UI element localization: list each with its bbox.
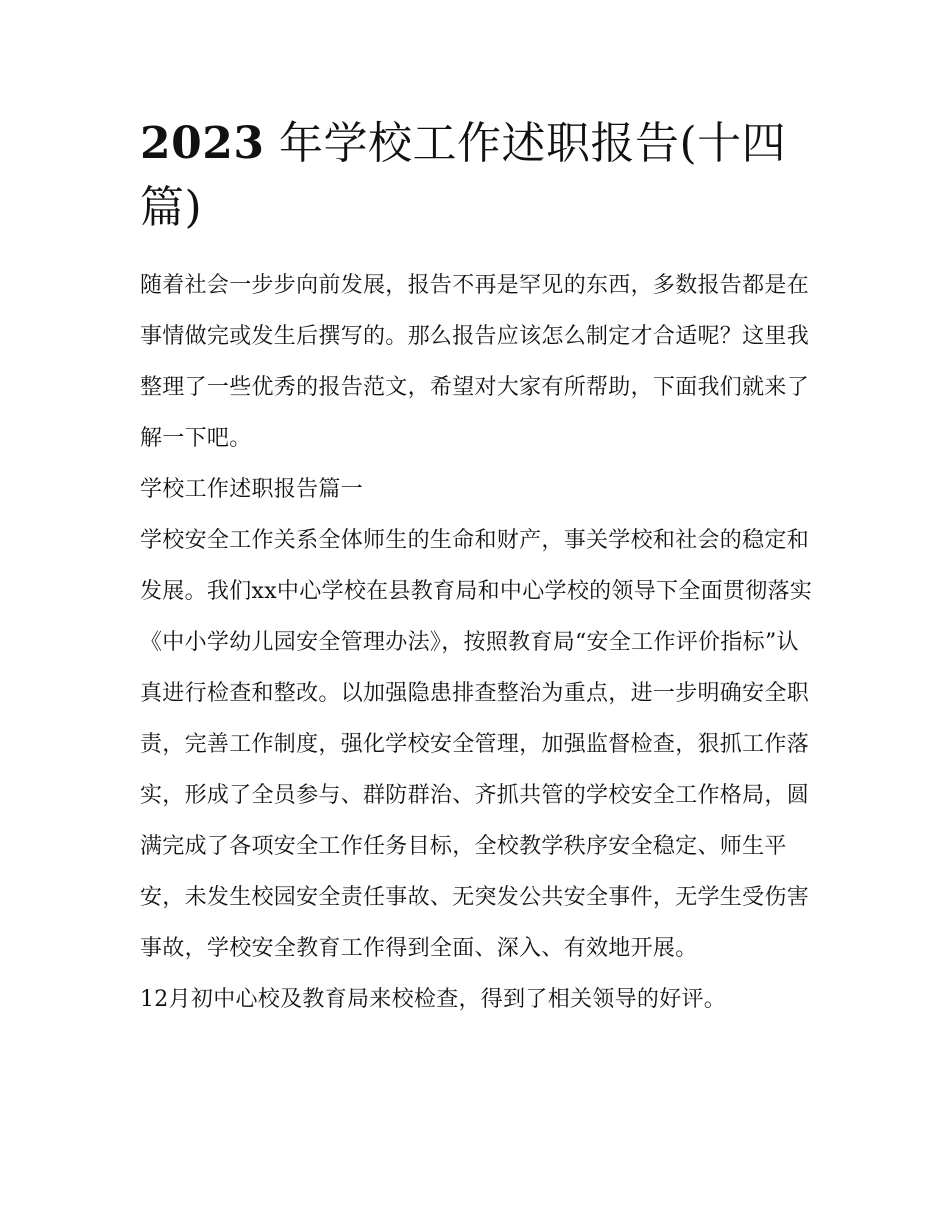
- document-title-year: 2023: [140, 118, 265, 169]
- document-title-text: 年学校工作述职报告(十四篇): [140, 118, 787, 234]
- body-paragraph-1: 学校安全工作关系全体师生的生命和财产，事关学校和社会的稳定和发展。我们xx中心学校在县教育局和中心学校的领导下全面贯彻落实《中小学幼儿园安全管理办法》，按照教育局“安全工作评价指标”认真进行检查和整改。以加强隐患排查整治为重点，进一步明确安全职责，完善工作制度，强化学校安全管理，加强监督检查，狠抓工作落实，形成了全员参与、群防群治、齐抓共管的学校安全工作格局，圆满完成了各项安全工作任务目标，全校教学秩序安全稳定、师生平安，未发生校园安全责任事故、无突发公共安全事件，无学生受伤害事故，学校安全教育工作得到全面、深入、有效地开展。: [140, 528, 813, 962]
- document-page: [140, 112, 820, 1025]
- document-title: [140, 112, 820, 240]
- section-heading: 学校工作述职报告篇一: [140, 477, 364, 503]
- intro-paragraph: 随着社会一步步向前发展，报告不再是罕见的东西，多数报告都是在事情做完或发生后撰写的。那么报告应该怎么制定才合适呢？这里我整理了一些优秀的报告范文，希望对大家有所帮助，下面我们就来了解一下吧。: [140, 273, 810, 452]
- body-paragraph-2: 12月初中心校及教育局来校检查，得到了相关领导的好评。: [140, 987, 727, 1013]
